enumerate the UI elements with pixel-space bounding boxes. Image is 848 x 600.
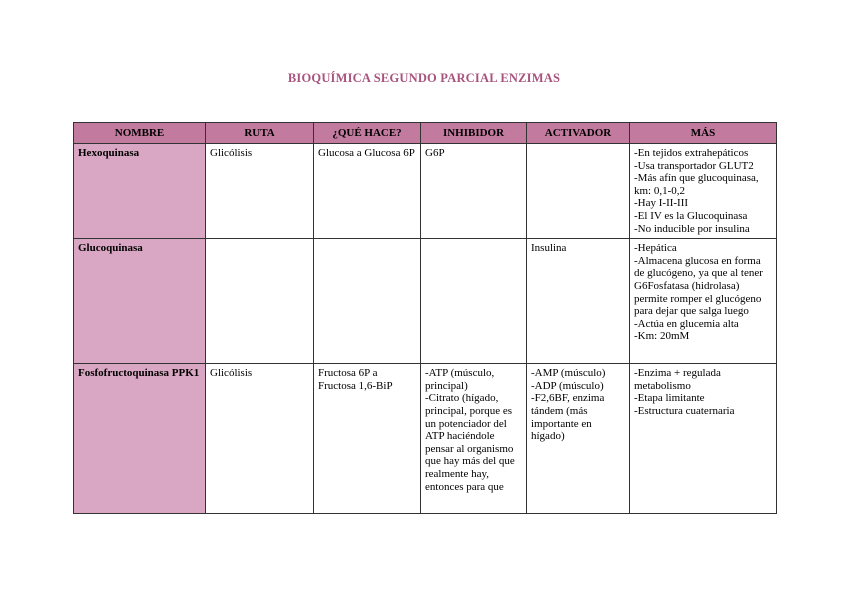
table-row — [74, 239, 777, 364]
header-ruta: RUTA — [206, 123, 314, 144]
cell-text: Fructosa 6P a Fructosa 1,6-BiP — [318, 367, 393, 392]
cell-text: -AMP (músculo) -ADP (músculo) -F2,6BF, enzima tándem (más importante en hígado) — [531, 367, 606, 443]
cell-activador — [527, 364, 630, 514]
cell-text: Glucoquinasa — [78, 242, 143, 255]
cell-text: G6P — [425, 147, 445, 159]
cell-text: Glucosa a Glucosa 6P — [318, 147, 415, 159]
cell-que-hace — [314, 239, 421, 364]
header-activador: ACTIVADOR — [527, 123, 630, 144]
header-nombre: NOMBRE — [74, 123, 206, 144]
cell-text: -ATP (músculo, principal) -Citrato (hígado, principal, porque es un potenciador del ATP haciéndole pensar al organismo que hay más del que realmente hay, entonces para que — [425, 367, 515, 493]
header-que-hace: ¿QUÉ HACE? — [314, 123, 421, 144]
cell-que-hace — [314, 144, 421, 239]
cell-inhibidor — [421, 239, 527, 364]
cell-ruta — [206, 239, 314, 364]
cell-ruta — [206, 144, 314, 239]
table-row — [74, 144, 777, 239]
cell-ruta — [206, 364, 314, 514]
cell-text: Glicólisis — [210, 367, 253, 380]
cell-mas — [630, 239, 777, 364]
cell-text: -En tejidos extrahepáticos -Usa transportador GLUT2 -Más afín que glucoquinasa, km: 0,1-0,2 -Hay I-II-III -El IV es la Glucoquinasa -No inducible por insulina — [634, 147, 759, 235]
cell-inhibidor — [421, 144, 527, 239]
cell-text: Glicólisis — [210, 147, 253, 159]
cell-mas — [630, 364, 777, 514]
cell-text: -Hepática -Almacena glucosa en forma de glucógeno, ya que al tener G6Fosfatasa (hidrolasa) permite romper el glucógeno para dejar que salga luego -Actúa en glucemia alta -Km: 20mM — [634, 242, 763, 343]
cell-text: Fosfofructoquinasa PPK1 — [78, 367, 200, 380]
document-title: BIOQUÍMICA SEGUNDO PARCIAL ENZIMAS — [287, 71, 561, 85]
cell-text: Hexoquinasa — [78, 147, 140, 159]
cell-que-hace — [314, 364, 421, 514]
table-header-row — [74, 123, 777, 144]
table-row — [74, 364, 777, 514]
cell-activador — [527, 144, 630, 239]
cell-inhibidor — [421, 364, 527, 514]
cell-text: Insulina — [531, 242, 567, 255]
cell-nombre — [74, 144, 206, 239]
header-mas: MÁS — [630, 123, 777, 144]
cell-nombre — [74, 364, 206, 514]
enzymes-table — [73, 122, 777, 514]
cell-text: -Enzima + regulada metabolismo -Etapa limitante -Estructura cuaternaria — [634, 367, 735, 417]
cell-activador — [527, 239, 630, 364]
cell-mas — [630, 144, 777, 239]
header-inhibidor: INHIBIDOR — [421, 123, 527, 144]
cell-nombre — [74, 239, 206, 364]
